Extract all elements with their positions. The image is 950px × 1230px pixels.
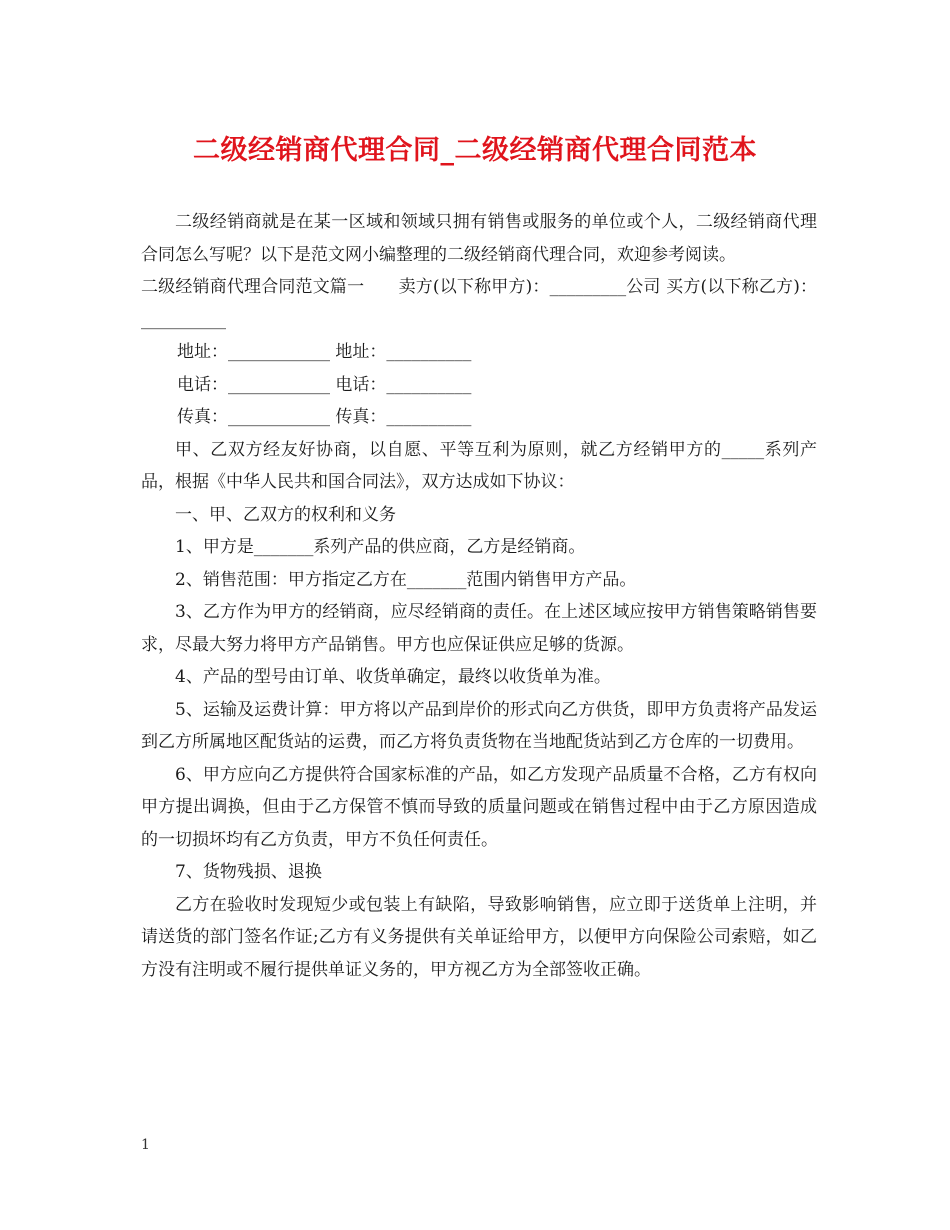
clause-7-body: 乙方在验收时发现短少或包装上有缺陷，导致影响销售，应立即于送货单上注明，并请送货的部门签名作证;乙方有义务提供有关单证给甲方，以便甲方向保险公司索赔，如乙方没有注明或不履行提供单证义务的，甲方视乙方为全部签收正确。 (141, 894, 817, 980)
clause-3: 3、乙方作为甲方的经销商，应尽经销商的责任。在上述区域应按甲方销售策略销售要求，尽最大努力将甲方产品销售。甲方也应保证供应足够的货源。 (141, 602, 817, 655)
clause-1: 1、甲方是_______系列产品的供应商，乙方是经销商。 (175, 537, 586, 557)
clause-6: 6、甲方应向乙方提供符合国家标准的产品，如乙方发现产品质量不合格，乙方有权向甲方提出调换，但由于乙方保管不慎而导致的质量问题或在销售过程中由于乙方原因造成的一切损坏均有乙方负责，甲方不负任何责任。 (141, 764, 817, 850)
address-line: 地址：____________ 地址：__________ (177, 342, 472, 362)
agreement-preamble: 甲、乙双方经友好协商，以自愿、平等互利为原则，就乙方经销甲方的_____系列产品，根据《中华人民共和国合同法》，双方达成如下协议： (141, 439, 817, 492)
fax-line: 传真：____________ 传真：__________ (177, 407, 472, 427)
clause-2: 2、销售范围：甲方指定乙方在_______范围内销售甲方产品。 (175, 569, 637, 590)
contract-parties-line: 二级经销商代理合同范文篇一 卖方(以下称甲方)：_________公司 买方(以下称乙方)：__________ (141, 277, 817, 330)
intro-paragraph: 二级经销商就是在某一区域和领域只拥有销售或服务的单位或个人，二级经销商代理合同怎么写呢？以下是范文网小编整理的二级经销商代理合同，欢迎参考阅读。 (141, 212, 817, 265)
phone-line: 电话：____________ 电话：__________ (177, 374, 472, 395)
document-title: 二级经销商代理合同_二级经销商代理合同范本 (193, 135, 757, 166)
document-body (141, 206, 817, 986)
clause-4: 4、产品的型号由订单、收货单确定，最终以收货单为准。 (175, 667, 611, 687)
clause-7-heading: 7、货物残损、退换 (175, 862, 322, 882)
section-heading-rights: 一、甲、乙双方的权利和义务 (175, 504, 396, 525)
clause-5: 5、运输及运费计算：甲方将以产品到岸价的形式向乙方供货，即甲方负责将产品发运到乙方所属地区配货站的运费，而乙方将负责货物在当地配货站到乙方仓库的一切费用。 (141, 699, 817, 752)
page-number: 1 (141, 1137, 150, 1153)
